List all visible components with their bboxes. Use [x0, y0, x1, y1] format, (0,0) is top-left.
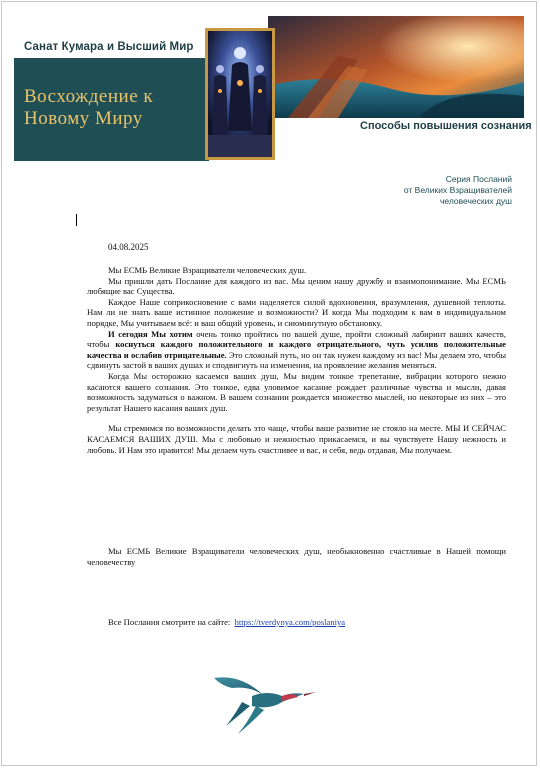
paragraph-4-bold-start: И сегодня Мы хотим: [108, 328, 193, 339]
series-line-3: человеческих душ: [439, 196, 512, 206]
site-title: Санат Кумара и Высший Мир: [24, 41, 194, 53]
paragraph-4: [87, 329, 506, 371]
paragraph-1: Мы ЕСМЬ Великие Взращиватели человеческих душ.: [108, 265, 307, 275]
paragraph-6: Мы стремимся по возможности делать это чаще, чтобы ваше развитие не стояло на месте. МЫ И СЕЙЧАС КАСАЕМСЯ ВАШИХ ДУШ. Мы с любовью и нежностью прикасаемся, и вы чувствуете Нашу нежность и любовь. И Нам это нравится! Мы делаем чуть счастливее и вас, и себя, ведь отдавая, Мы получаем.: [87, 423, 506, 455]
paragraph-4-bold-middle: коснуться каждого положительного и каждого отрицательного, чуть усилив положительные качества и ослабив отрицательные.: [87, 339, 506, 360]
banner-title: Восхождение к Новому Миру: [24, 86, 154, 129]
letter-date: 04.08.2025: [108, 242, 149, 252]
paragraph-3: Каждое Наше соприкосновение с вами наделяется силой вдохновения, вразумления, душевной теплоты. Нам ли не знать ваше истинное положение и возможности? И когда Мы подходим к вам в индивидуальном порядке, Мы учитываем всё: и ваш общий уровень, и сиюминутную обстановку.: [87, 296, 506, 328]
text-cursor: [76, 214, 77, 226]
series-caption: [312, 174, 512, 207]
hummingbird-logo-icon: [212, 666, 318, 736]
header-figures-image: [205, 28, 275, 160]
footer-label: Все Послания смотрите на сайте:: [108, 617, 231, 627]
footer-site-line: [108, 617, 345, 627]
paragraph-2: Мы пришли дать Послание для каждого из вас. Мы ценим нашу дружбу и взаимопонимание. Мы ЕСМЬ любящие вас Существа.: [87, 275, 506, 297]
letter-body: [87, 265, 506, 455]
paragraph-4-part-b: Это сложный путь, но он так нужен каждому из вас! Мы делаем это, чтобы сдвинуть застой в ваших душах и сподвигнуть на изменения, на проявление желания меняться.: [87, 349, 506, 371]
series-line-1: Серия Посланий: [445, 174, 512, 184]
paragraph-5: Когда Мы осторожно касаемся ваших душ, Мы видим тонкое трепетание, вибрации которого нежно касаются вашего сознания. Это тонкое, едва уловимое касание рождает различные чувства и мысли, давая возможность задуматься о важном. В вашем сознании рождается множество мыслей, но некоторые из них – это результат Нашего касания ваших душ.: [87, 370, 506, 413]
closing-paragraph: Мы ЕСМЬ Великие Взращиватели человеческих душ, необыкновенно счастливые в Нашей помощи человечеству: [87, 546, 506, 567]
header-landscape-image: [268, 16, 524, 118]
paragraph-4-part-a: очень тонко пройтись по вашей душе, пройти сложный лабиринт ваших качеств, чтобы: [87, 328, 506, 350]
series-line-2: от Великих Взращивателей: [403, 185, 512, 195]
website-link[interactable]: https://tverdynya.com/poslaniya: [234, 617, 346, 627]
header-subtitle: Способы повышения сознания: [360, 120, 532, 132]
